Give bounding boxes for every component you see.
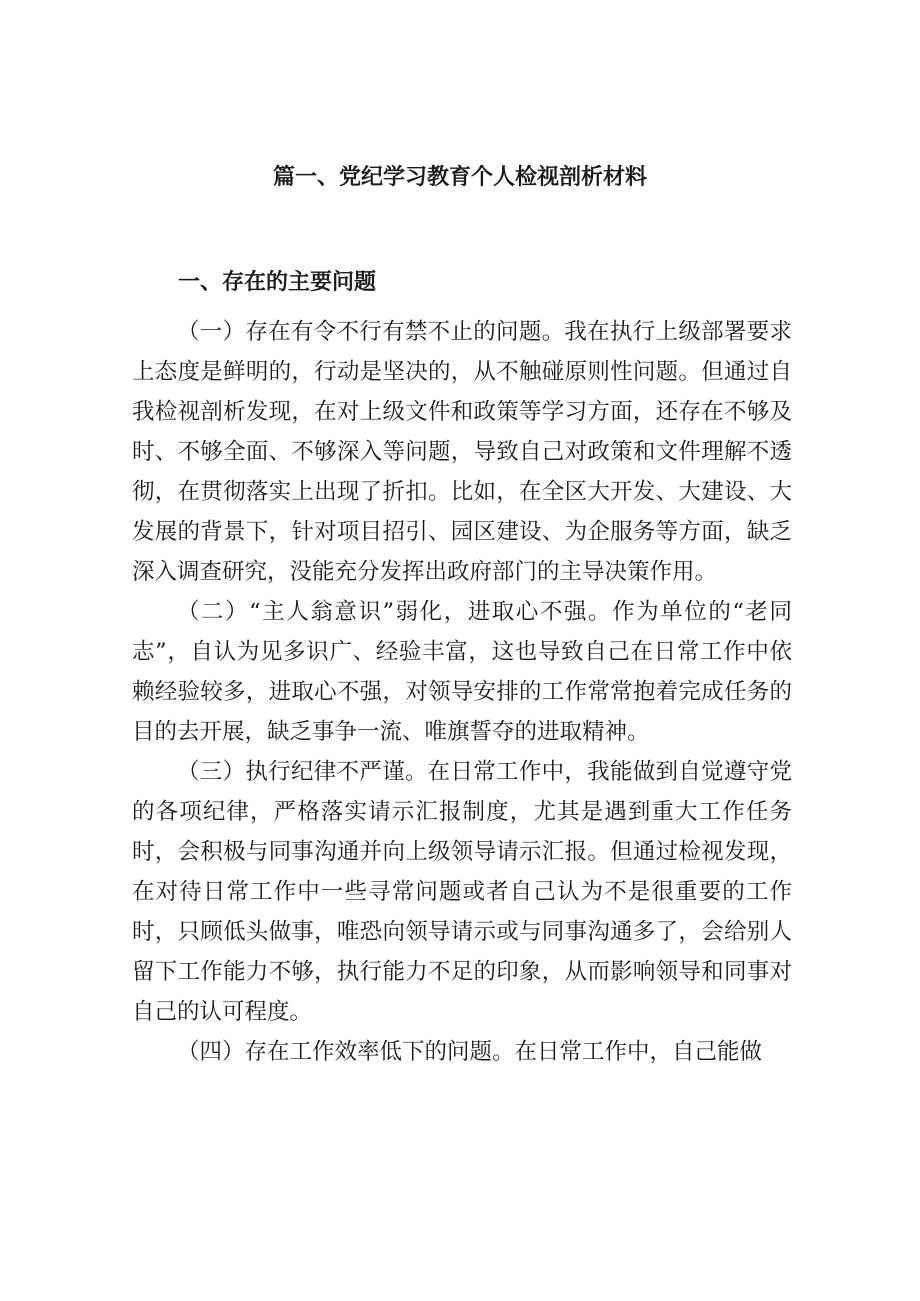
document-body [132, 312, 792, 1072]
document-title: 篇一、党纪学习教育个人检视剖析材料 [272, 165, 647, 190]
paragraph-1: （一）存在有令不行有禁不止的问题。我在执行上级部署要求上态度是鲜明的，行动是坚决的，从不触碰原则性问题。但通过自我检视剖析发现，在对上级文件和政策等学习方面，还存在不够及时、不够全面、不够深入等问题，导致自己对政策和文件理解不透彻，在贯彻落实上出现了折扣。比如，在全区大开发、大建设、大发展的背景下，针对项目招引、园区建设、为企服务等方面，缺乏深入调查研究，没能充分发挥出政府部门的主导决策作用。 [132, 319, 792, 585]
paragraph-2: （二）“主人翁意识”弱化，进取心不强。作为单位的“老同志”，自认为见多识广、经验丰富，这也导致自己在日常工作中依赖经验较多，进取心不强，对领导安排的工作常常抱着完成任务的目的去开展，缺乏事争一流、唯旗誓夺的进取精神。 [132, 599, 792, 745]
section-heading: 一、存在的主要问题 [178, 270, 377, 295]
paragraph-3: （三）执行纪律不严谨。在日常工作中，我能做到自觉遵守党的各项纪律，严格落实请示汇报制度，尤其是遇到重大工作任务时，会积极与同事沟通并向上级领导请示汇报。但通过检视发现，在对待日常工作中一些寻常问题或者自己认为不是很重要的工作时，只顾低头做事，唯恐向领导请示或与同事沟通多了，会给别人留下工作能力不够，执行能力不足的印象，从而影响领导和同事对自己的认可程度。 [132, 759, 792, 1025]
paragraph-4: （四）存在工作效率低下的问题。在日常工作中，自己能做 [177, 1039, 763, 1065]
